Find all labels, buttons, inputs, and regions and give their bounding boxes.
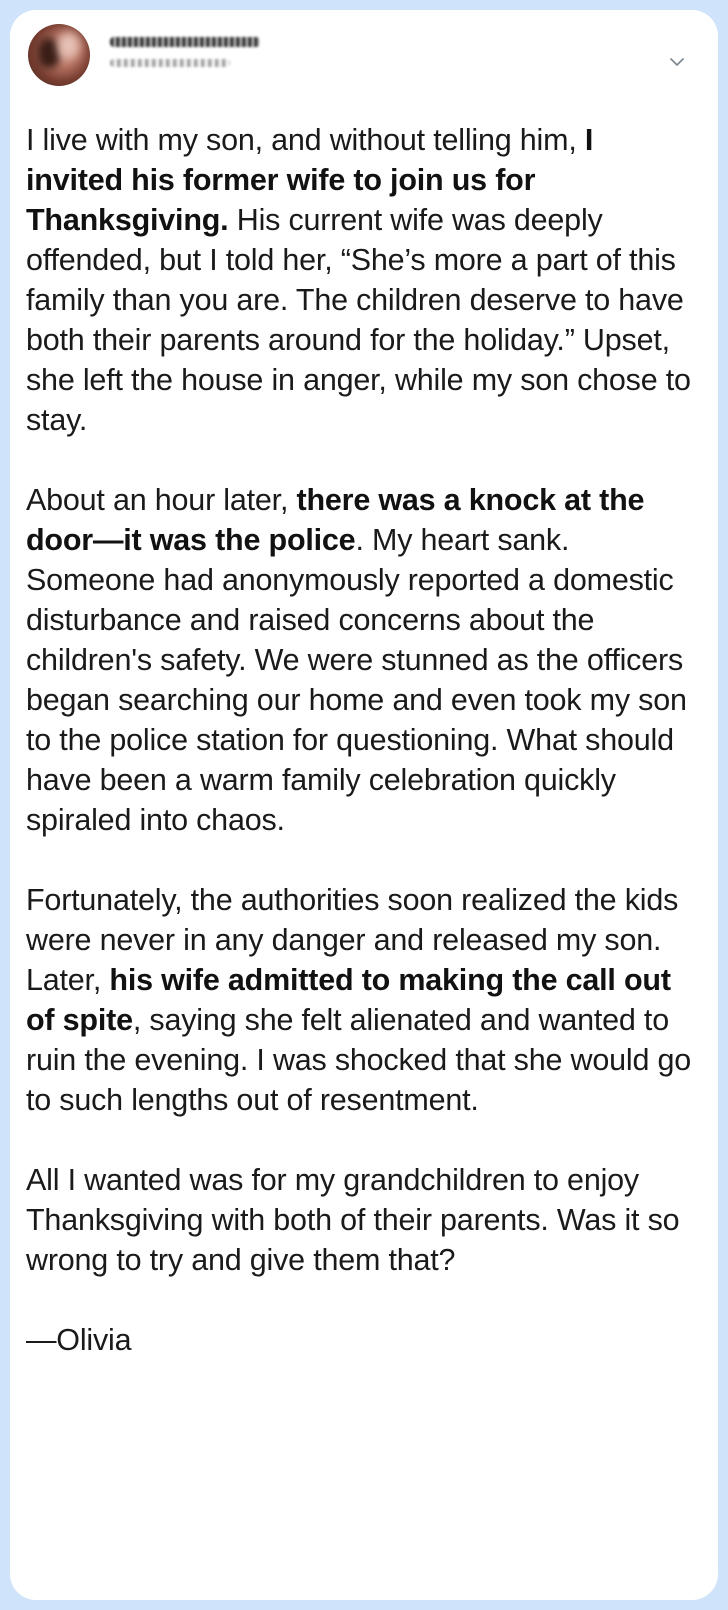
text-segment: I live with my son, and without telling him, [26,123,585,157]
paragraph [26,480,698,840]
bold-text-segment: I invited his former wife to join us for Thanksgiving. [26,123,594,237]
author-name-redacted[interactable] [110,37,260,47]
bold-text-segment: there was a knock at the door—it was the police [26,483,645,557]
chevron-down-icon[interactable] [670,57,684,67]
text-segment: His current wife was deeply offended, but I told her, “She’s more a part of this family than you are. The children deserve to have both their parents around for the holiday.” Upset, she left the house in anger, while my son chose to stay. [26,203,691,437]
paragraph [26,880,698,1120]
post-header [26,23,698,95]
text-segment: All I wanted was for my grandchildren to enjoy Thanksgiving with both of their parents. Was it so wrong to try and give them that? [26,1163,680,1277]
text-segment: , saying she felt alienated and wanted to ruin the evening. I was shocked that she would go to such lengths out of resentment. [26,1003,692,1117]
text-segment: . My heart sank. Someone had anonymously reported a domestic disturbance and raised concerns about the children's safety. We were stunned as the officers began searching our home and even took my son to the police station for questioning. What should have been a warm family celebration quickly spiraled into chaos. [26,523,687,837]
avatar[interactable] [28,24,90,86]
paragraph [26,1160,698,1280]
post-body [26,120,698,1400]
bold-text-segment: his wife admitted to making the call out of spite [26,963,671,1037]
text-segment: Fortunately, the authorities soon realized the kids were never in any danger and released my son. Later, [26,883,679,997]
paragraph [26,120,698,440]
author-handle-redacted [110,59,230,67]
post-card [10,10,718,1600]
text-segment: About an hour later, [26,483,297,517]
signature: —Olivia [26,1323,132,1357]
